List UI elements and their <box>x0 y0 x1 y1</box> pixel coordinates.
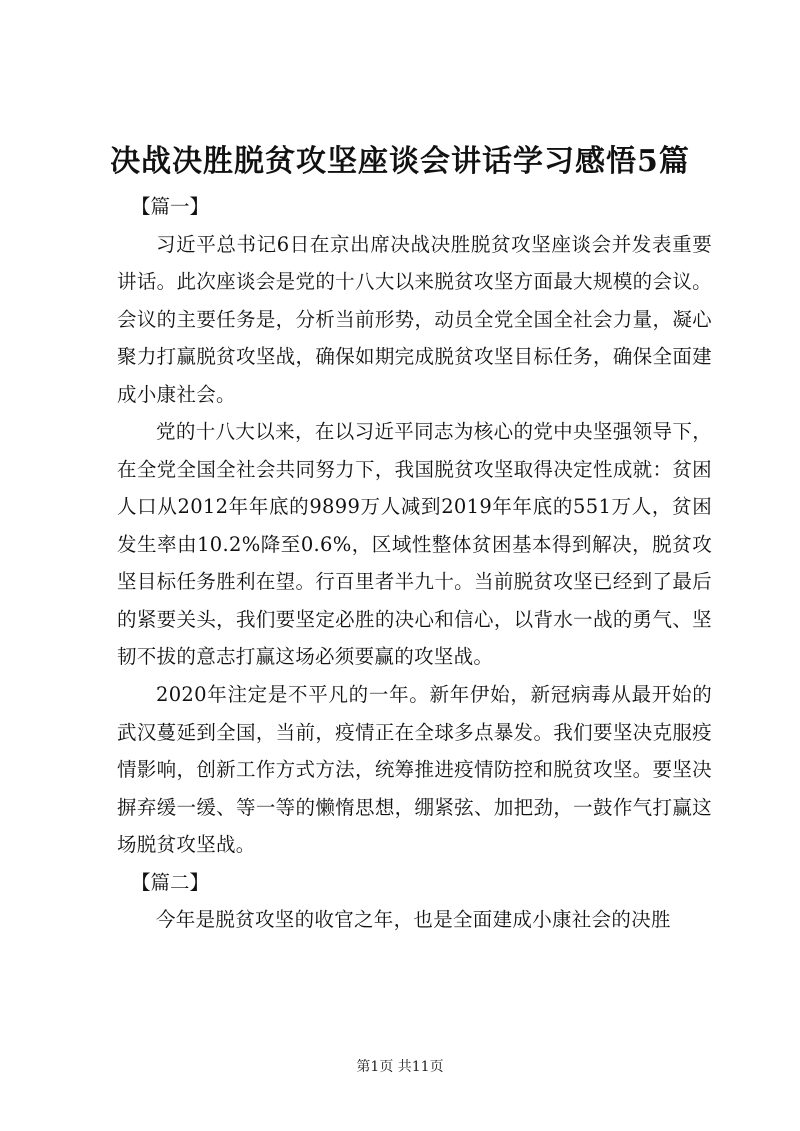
page-footer: 第1页 共11页 <box>356 1059 444 1075</box>
section-label: 【篇二】 <box>131 870 210 894</box>
document-title: 决战决胜脱贫攻坚座谈会讲话学习感悟5篇 <box>110 144 690 179</box>
section-2 <box>117 864 712 939</box>
section-label: 【篇一】 <box>131 195 210 218</box>
paragraph: 2020年注定是不平凡的一年。新年伊始，新冠病毒从最开始的武汉蔓延到全国，当前，疫情正在全球多点暴发。我们要坚决克服疫情影响，创新工作方式方法，统筹推进疫情防控和脱贫攻坚。要坚决摒弃缓一缓、等一等的懒惰思想，绷紧弦、加把劲，一鼓作气打赢这场脱贫攻坚战。 <box>117 683 712 857</box>
paragraph: 习近平总书记6日在京出席决战决胜脱贫攻坚座谈会并发表重要讲话。此次座谈会是党的十八大以来脱贫攻坚方面最大规模的会议。会议的主要任务是，分析当前形势，动员全党全国全社会力量，凝心聚力打赢脱贫攻坚战，确保如期完成脱贫攻坚目标任务，确保全面建成小康社会。 <box>117 232 712 406</box>
paragraph: 今年是脱贫攻坚的收官之年，也是全面建成小康社会的决胜 <box>156 908 671 932</box>
section-1 <box>117 188 712 864</box>
document-body <box>117 188 712 939</box>
paragraph: 党的十八大以来，在以习近平同志为核心的党中央坚强领导下，在全党全国全社会共同努力下，我国脱贫攻坚取得决定性成就：贫困人口从2012年年底的9899万人减到2019年年底的551万人，贫困发生率由10.2%降至0.6%，区域性整体贫困基本得到解决，脱贫攻坚目标任务胜利在望。行百里者半九十。当前脱贫攻坚已经到了最后的紧要关头，我们要坚定必胜的决心和信心，以背水一战的勇气、坚韧不拔的意志打赢这场必须要赢的攻坚战。 <box>117 420 712 669</box>
